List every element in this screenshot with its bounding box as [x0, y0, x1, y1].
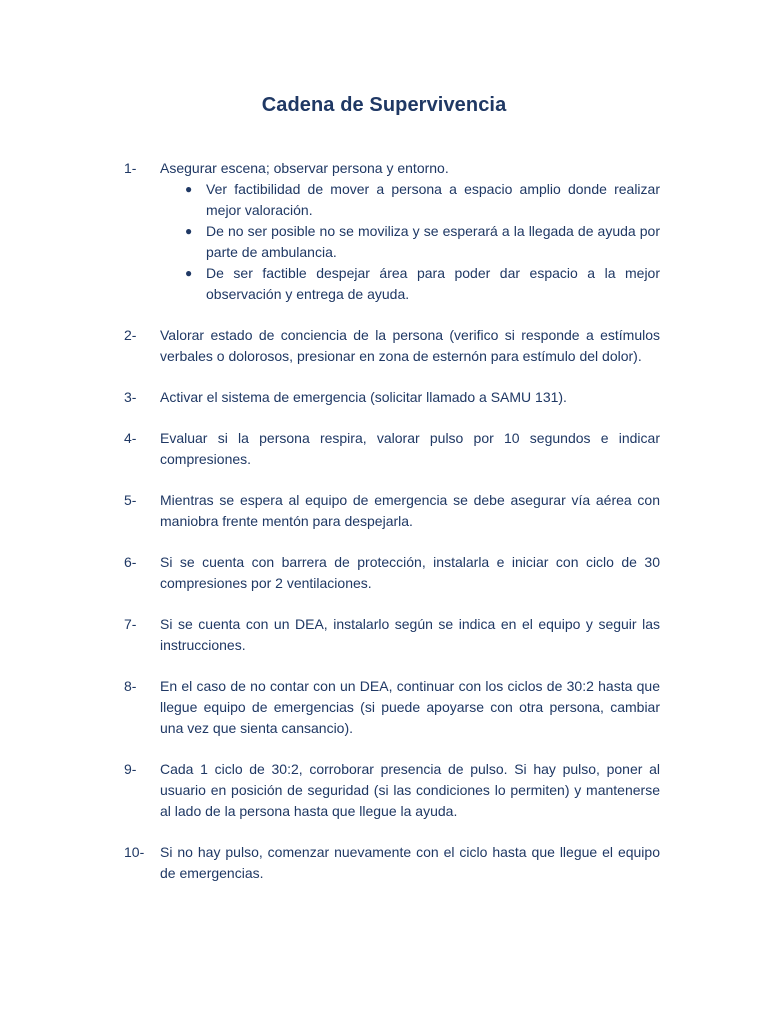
bullet-icon: ●: [185, 182, 193, 196]
step-text: Si no hay pulso, comenzar nuevamente con el ciclo hasta que llegue el equipo de emergencias.: [160, 844, 660, 881]
step-text: Valorar estado de conciencia de la persona (verifico si responde a estímulos verbales o dolorosos, presionar en zona de esternón para estímulo del dolor).: [160, 327, 660, 364]
step-item: [124, 842, 660, 884]
step-text: Si se cuenta con un DEA, instalarlo según se indica en el equipo y seguir las instrucciones.: [160, 616, 660, 653]
step-bullets: [160, 179, 660, 305]
step-item: [124, 428, 660, 470]
step-number: 4-: [124, 430, 137, 446]
steps-list: [124, 158, 660, 904]
page-title: Cadena de Supervivencia: [261, 94, 507, 116]
step-text: Activar el sistema de emergencia (solicitar llamado a SAMU 131).: [160, 389, 567, 405]
step-item: [124, 387, 660, 408]
bullet-item: [185, 221, 660, 263]
bullet-text: De no ser posible no se moviliza y se esperará a la llegada de ayuda por parte de ambulancia.: [206, 223, 660, 260]
step-number: 1-: [124, 160, 137, 176]
step-text: Cada 1 ciclo de 30:2, corroborar presencia de pulso. Si hay pulso, poner al usuario en posición de seguridad (si las condiciones lo permiten) y mantenerse al lado de la persona hasta que llegue la ayuda.: [160, 761, 660, 819]
step-text: Asegurar escena; observar persona y entorno.: [160, 160, 449, 176]
step-number: 7-: [124, 616, 137, 632]
step-item: [124, 676, 660, 739]
bullet-icon: ●: [185, 266, 193, 280]
step-item: [124, 614, 660, 656]
step-number: 6-: [124, 554, 137, 570]
bullet-item: [185, 179, 660, 221]
step-number: 10-: [124, 844, 145, 860]
step-item: [124, 325, 660, 367]
step-number: 9-: [124, 761, 137, 777]
step-item: [124, 759, 660, 822]
step-number: 3-: [124, 389, 137, 405]
step-item: [124, 552, 660, 594]
bullet-text: De ser factible despejar área para poder dar espacio a la mejor observación y entrega de ayuda.: [206, 265, 660, 302]
step-item: [124, 490, 660, 532]
step-text: Evaluar si la persona respira, valorar pulso por 10 segundos e indicar compresiones.: [160, 430, 660, 467]
step-item: [124, 158, 660, 305]
step-number: 5-: [124, 492, 137, 508]
bullet-item: [185, 263, 660, 305]
bullet-icon: ●: [185, 224, 193, 238]
step-text: Si se cuenta con barrera de protección, instalarla e iniciar con ciclo de 30 compresiones por 2 ventilaciones.: [160, 554, 660, 591]
step-number: 2-: [124, 327, 137, 343]
step-text: En el caso de no contar con un DEA, continuar con los ciclos de 30:2 hasta que llegue equipo de emergencias (si puede apoyarse con otra persona, cambiar una vez que sienta cansancio).: [160, 678, 660, 736]
bullet-text: Ver factibilidad de mover a persona a espacio amplio donde realizar mejor valoración.: [206, 181, 660, 218]
step-number: 8-: [124, 678, 137, 694]
step-text: Mientras se espera al equipo de emergencia se debe asegurar vía aérea con maniobra frente mentón para despejarla.: [160, 492, 660, 529]
